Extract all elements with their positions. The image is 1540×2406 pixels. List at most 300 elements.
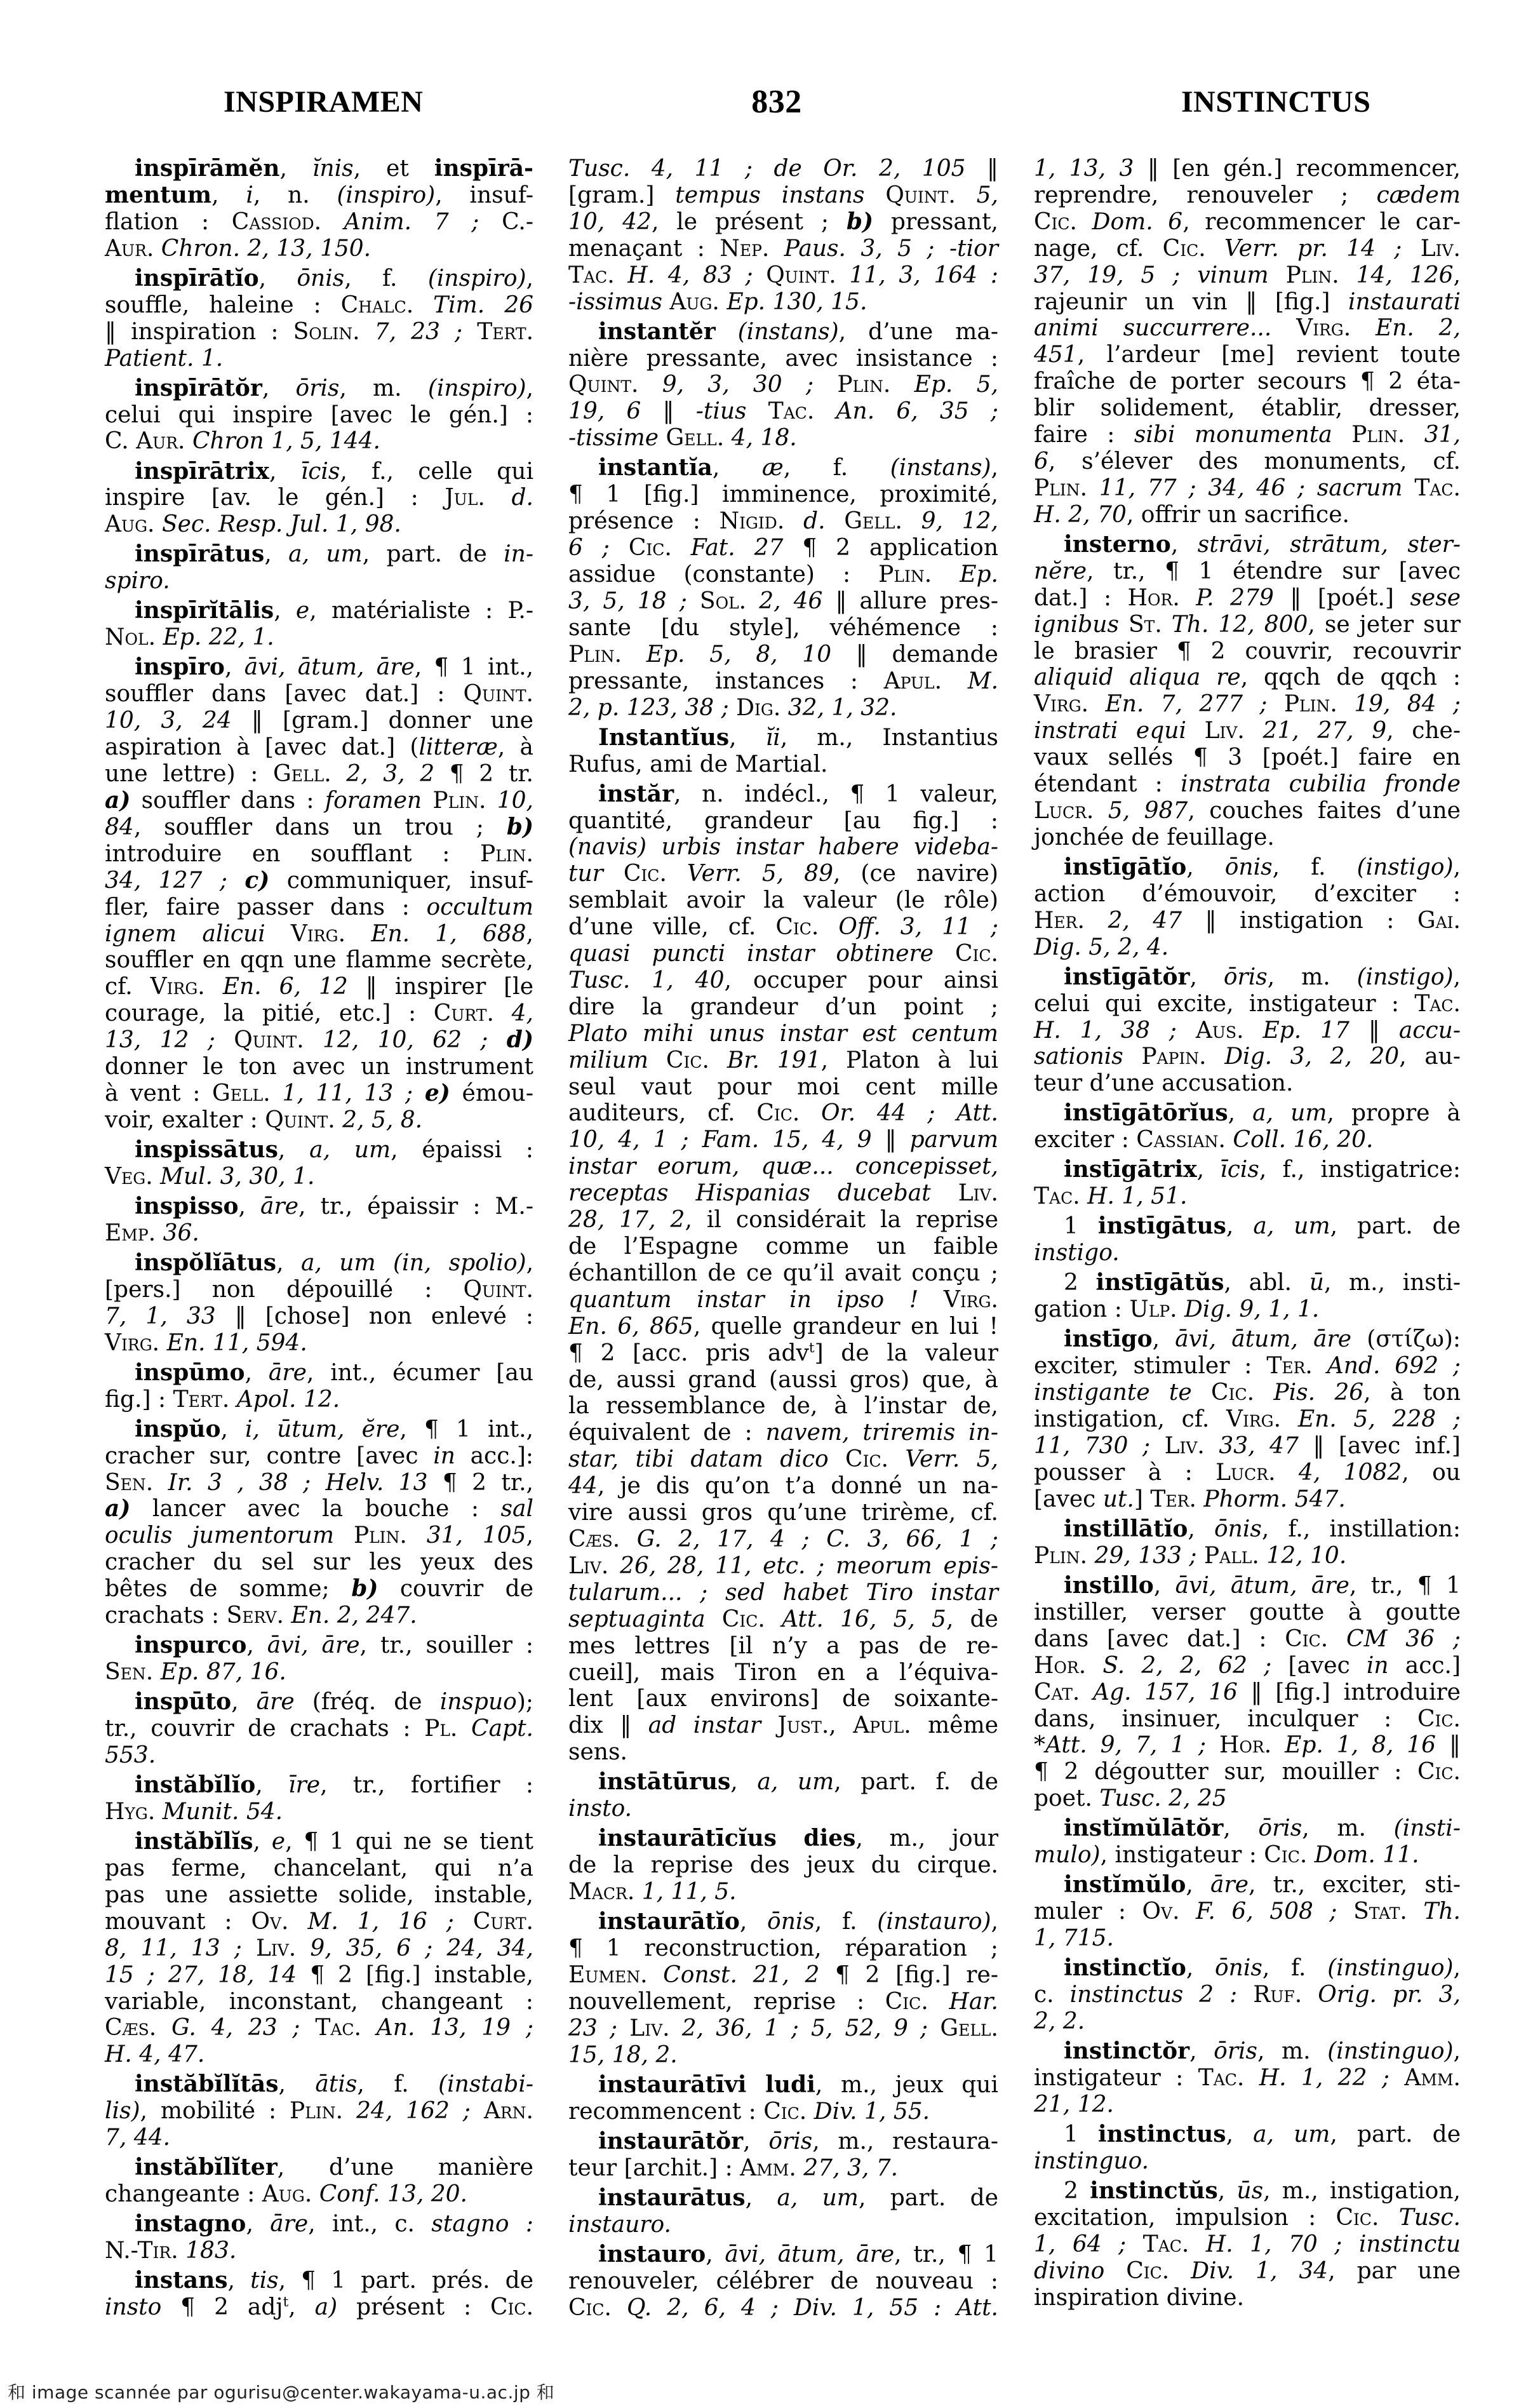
italic-text: Dom. 11. (1314, 1842, 1419, 1869)
author-abbreviation: Cic. (568, 2294, 612, 2321)
italic-text: (instabi- (438, 2071, 533, 2098)
entry-line (1034, 2008, 1461, 2035)
author-abbreviation: Cæs. (568, 1526, 620, 1552)
author-abbreviation: Ov. (1142, 1899, 1180, 1925)
italic-text: āre (256, 1689, 295, 1716)
italic-text: āre (268, 1359, 307, 1386)
italic-text: Coll. 16, 20. (1233, 1127, 1374, 1153)
entry-line: 451, l’ardeur [me] revient toute (1034, 342, 1461, 368)
entry-line: 10, 4, 1 ; Fam. 15, 4, 9 ‖ parvum (568, 1127, 998, 1153)
italic-text: instauro. (568, 2211, 671, 2238)
entry-line (105, 236, 533, 262)
entry-line: instīgātrix, īcis, f., instigatrice: (1064, 1156, 1461, 1183)
italic-text: tularum... ; sed habet Tiro instar (568, 1579, 998, 1606)
sense-marker: b) (506, 813, 533, 840)
italic-text: Ep. 17 (1262, 1017, 1349, 1044)
entry-line: divino Cic. Div. 1, 34, par une (1034, 2257, 1461, 2284)
italic-text: d. (803, 508, 826, 535)
author-abbreviation: Apul. (883, 668, 942, 694)
dictionary-entry (1034, 2038, 1461, 2118)
author-abbreviation: Aur. (105, 235, 154, 262)
italic-text: G. 2, 17, 4 ; C. 3, 66, 1 ; (636, 1526, 998, 1552)
italic-text: ōnis (1214, 1516, 1262, 1542)
dictionary-entry (1034, 1872, 1461, 1952)
entry-line: celui qui inspire [avec le gén.] : (105, 401, 533, 428)
author-abbreviation: Tac. (315, 2015, 361, 2041)
italic-text: ū (1309, 1270, 1324, 1296)
dictionary-entry (1034, 854, 1461, 961)
italic-text: H. 4, 47. (105, 2041, 205, 2068)
entry-line: instaurātĭo, ōnis, f. (instauro), (598, 1908, 998, 1935)
italic-text: Chron 1, 5, 144. (192, 428, 380, 455)
entry-line: pas ferme, chancelant, qui n’a (105, 1855, 533, 1881)
entry-line: inspire [av. le gén.] : Jul. d. (105, 485, 533, 511)
author-abbreviation: Macr. (568, 1879, 635, 1905)
author-abbreviation: Plin. (1034, 474, 1088, 501)
entry-line (1034, 934, 1461, 961)
author-abbreviation: Ter. (1150, 1486, 1196, 1512)
italic-text: cædem (1376, 182, 1461, 208)
author-abbreviation: Cic. (763, 2098, 807, 2125)
entry-line (105, 1659, 533, 1686)
italic-text: Tusc. (1398, 2204, 1461, 2231)
headword: instīgātōrĭus (1064, 1099, 1228, 1127)
headword: Instantĭus (598, 723, 730, 751)
italic-text: aliquid aliqua re (1034, 664, 1241, 691)
italic-text: i (246, 182, 253, 208)
author-abbreviation: Aug. (262, 2181, 312, 2208)
italic-text: e (295, 598, 310, 624)
entry-line: instinctĭo, ōnis, f. (instinguo), (1064, 1954, 1461, 1982)
entry-line: instillo, āvi, ātum, āre, tr., ¶ 1 (1064, 1572, 1461, 1599)
entry-line: milium Cic. Br. 191, Platon à lui (568, 1047, 998, 1073)
entry-line: Lucr. 5, 987, couches faites d’une (1034, 797, 1461, 824)
italic-text: a, um (1253, 2121, 1330, 2148)
italic-text: 84 (105, 814, 134, 840)
entry-line: cf. Virg. En. 6, 12 ‖ inspirer [le (105, 974, 533, 1000)
italic-text: āvi, ātum, āre (244, 654, 415, 681)
author-abbreviation: Hyg. (105, 1799, 156, 1825)
entry-line: [avec ut.] Ter. Phorm. 547. (1034, 1486, 1346, 1512)
italic-text: (insti- (1393, 1815, 1461, 1842)
italic-text: instigo. (1034, 1240, 1120, 1267)
entry-line: instans, tis, ¶ 1 part. prés. de (135, 2267, 534, 2294)
entry-line: aliquid aliqua re, qqch de qqch : (1034, 664, 1461, 691)
italic-text: 37, 19, 5 ; vinum (1034, 262, 1269, 288)
headword: inspissātus (135, 1136, 278, 1163)
author-abbreviation: Cic. (1417, 1759, 1461, 1785)
dictionary-entry (105, 2154, 533, 2208)
author-abbreviation: Plin. (290, 2098, 344, 2125)
entry-line (568, 834, 998, 861)
italic-text: En. 5, 228 ; (1297, 1406, 1461, 1433)
dictionary-entry (105, 1829, 533, 2068)
italic-text: Verr. pr. 14 ; (1224, 235, 1402, 262)
italic-text: accu- (1398, 1017, 1461, 1044)
entry-line: insterno, strāvi, strātum, ster- (1064, 530, 1461, 558)
italic-text: (instigo) (1356, 964, 1454, 990)
italic-text: tur (568, 861, 603, 887)
dictionary-entry (1034, 1326, 1461, 1512)
italic-text: insto (105, 2294, 162, 2321)
italic-text: Tusc. 2, 25 (1099, 1785, 1227, 1812)
italic-text: ātis (315, 2071, 358, 2098)
italic-text: 10, 4, 1 ; Fam. 15, 4, 9 (568, 1127, 872, 1153)
entry-line: mes lettres [il n’y a pas de re- (568, 1632, 998, 1659)
author-abbreviation: Plin. (479, 840, 533, 867)
entry-line: inspŭo, i, ūtum, ĕre, ¶ 1 int., (135, 1415, 534, 1442)
entry-line: la ressemblance de, à l’instar de, (568, 1393, 998, 1420)
italic-text: strāvi, strātum, ster- (1197, 531, 1461, 558)
entry-line: 28, 17, 2, il considérait la reprise (568, 1207, 999, 1233)
entry-line: fraîche de porter secours ¶ 2 éta- (1034, 368, 1461, 395)
italic-text: En. 1, 688 (371, 920, 526, 947)
entry-line: instīgātōrĭus, a, um, propre à (1064, 1099, 1461, 1127)
author-abbreviation: Cic. (1285, 1625, 1329, 1652)
author-abbreviation: Tert. (173, 1386, 230, 1413)
entry-line (105, 1742, 533, 1769)
entry-line: instantĕr (instans), d’une ma- (598, 318, 998, 345)
italic-text: quantum instar in ipso ! (568, 1286, 919, 1313)
italic-text: sese (1410, 584, 1461, 611)
entry-line: *Att. 9, 7, 1 ; Hor. Ep. 1, 8, 16 ‖ (1034, 1732, 1461, 1759)
entry-line: ignibus St. Th. 12, 800, se jeter sur (1034, 611, 1461, 638)
italic-text: sationis (1034, 1044, 1123, 1070)
author-abbreviation: Tac. (768, 398, 815, 425)
italic-text: in- (504, 541, 534, 568)
author-abbreviation: Sen. (105, 1659, 154, 1686)
headword: instăr (598, 780, 674, 807)
italic-text: H. 2, 70 (1034, 501, 1127, 528)
author-abbreviation: Cic. (628, 535, 672, 561)
italic-text: ōnis (1215, 1955, 1262, 1982)
entry-line: inspissātus, a, um, épaissi : (135, 1136, 534, 1163)
author-abbreviation: Cic. (885, 1988, 928, 2015)
author-abbreviation: Lucr. (1034, 797, 1094, 824)
entry-line: instaurātus, a, um, part. de (598, 2184, 999, 2211)
entry-line (105, 2015, 533, 2041)
entry-line: auditeurs, cf. Cic. Or. 44 ; Att. (568, 1100, 998, 1127)
entry-line (105, 1330, 533, 1357)
headword: instīgo (1064, 1326, 1153, 1353)
italic-text: 12, 10. (1266, 1542, 1347, 1569)
italic-text: 21, 12. (1034, 2091, 1114, 2118)
author-abbreviation: Gell. (940, 2015, 998, 2041)
entry-line: H. 1, 38 ; Aus. Ep. 17 ‖ accu- (1034, 1017, 1461, 1044)
italic-text: 23 ; (568, 2015, 618, 2041)
entry-line (1034, 1925, 1461, 1952)
entry-line (105, 2238, 533, 2264)
italic-text: 10, 42 (568, 208, 652, 235)
entry-line: instĭmŭlo, āre, tr., exciter, sti- (1064, 1871, 1461, 1899)
italic-text: 2, 2. (1034, 2008, 1085, 2035)
author-abbreviation: Ulp. (1129, 1296, 1177, 1323)
entry-line (105, 1799, 533, 1825)
headword: inspisso (135, 1192, 239, 1220)
author-abbreviation: Nep. (720, 235, 770, 262)
entry-line: instīgo, āvi, ātum, āre (στίζω): (1064, 1326, 1461, 1353)
entry-line: nière pressante, avec insistance : (568, 345, 998, 372)
headword: insterno (1064, 530, 1171, 558)
author-abbreviation: Tac. (1414, 990, 1461, 1017)
italic-text: Tim. 26 (433, 292, 533, 318)
author-abbreviation: Quint. (885, 182, 956, 208)
author-abbreviation: Just. (777, 1712, 829, 1739)
sense-marker: b) (846, 208, 874, 235)
italic-text: insto. (568, 1796, 633, 1822)
headword: instinctus (1097, 2121, 1226, 2148)
italic-text: instrata cubilia fronde (1181, 771, 1461, 798)
headword: instinctŭs (1090, 2177, 1218, 2205)
author-abbreviation: Quint. (463, 1276, 533, 1303)
author-abbreviation: Pall. (1203, 1542, 1259, 1569)
entry-line: instăbĭlĭs, e, ¶ 1 qui ne se tient (135, 1828, 533, 1855)
author-abbreviation: Arn. (483, 2098, 533, 2125)
dictionary-entry (105, 1689, 533, 1769)
dictionary-entry (1034, 1270, 1461, 1323)
author-abbreviation: Gell. (212, 1080, 271, 1106)
entry-line: action d’émouvoir, d’exciter : (1034, 880, 1461, 907)
dictionary-column-2 (568, 156, 998, 2322)
entry-line: instagno, āre, int., c. stagno : (135, 2210, 534, 2238)
entry-line: présence : Nigid. d. Gell. 9, 12, (568, 508, 998, 535)
entry-line: 6, s’élever des monuments, cf. (1034, 448, 1461, 474)
author-abbreviation: Stat. (1353, 1899, 1407, 1925)
italic-text: animi succurrere... (1034, 315, 1272, 342)
italic-text: 27, 3, 7. (803, 2154, 899, 2181)
italic-text: *Att. 9, 7, 1 ; (1034, 1732, 1207, 1759)
author-abbreviation: Liv. (568, 1552, 609, 1579)
entry-line: lis), mobilité : Plin. 24, 162 ; Arn. (105, 2098, 533, 2125)
italic-text: instigante te (1034, 1380, 1192, 1406)
headword: instaurātĭo (598, 1908, 740, 1935)
italic-text: Mul. 3, 30, 1. (160, 1163, 315, 1190)
dictionary-entry (1034, 2178, 1461, 2311)
italic-text: 11, 730 ; (1034, 1433, 1151, 1460)
author-abbreviation: Virg. (105, 1329, 160, 1356)
author-abbreviation: Cæs. (105, 2015, 157, 2041)
entry-line: En. 6, 865, quelle grandeur en lui ! (568, 1313, 999, 1340)
italic-text: Verr. 5, (905, 1446, 998, 1473)
headword: instĭmŭlo (1064, 1871, 1186, 1899)
entry-line: semblait avoir la valeur (le rôle) (568, 887, 998, 914)
headword: instans (135, 2267, 228, 2294)
italic-text: (inspiro) (337, 182, 436, 208)
entry-line: H. 2, 70, offrir un sacrifice. (1034, 501, 1349, 528)
italic-text: ĭnis (312, 156, 354, 182)
entry-line: de, aussi grand (aussi gros) que, à (568, 1366, 998, 1393)
dictionary-entry (1034, 1157, 1461, 1210)
italic-text: (instigo) (1356, 854, 1454, 880)
italic-text: En. 11, 594. (166, 1329, 307, 1356)
italic-text: Sec. Resp. Jul. 1, 98. (161, 511, 401, 538)
author-abbreviation: Ter. (1266, 1353, 1313, 1380)
running-head-first-word: INSPIRAMEN (224, 85, 424, 119)
author-abbreviation: Cat. (1034, 1679, 1080, 1705)
entry-continuation (1034, 156, 1461, 528)
headword: inspīrātus (135, 541, 265, 568)
entry-line: de la reprise des jeux du cirque. (568, 1852, 998, 1879)
entry-line: lent [aux environs] de soixante- (568, 1686, 998, 1712)
entry-line (1034, 2148, 1461, 2175)
sense-marker: d) (506, 1026, 533, 1054)
author-abbreviation: St. (1128, 611, 1162, 638)
italic-text: a, um (in, spolio) (300, 1249, 526, 1276)
entry-line: variable, inconstant, changeant : (105, 1988, 533, 2015)
headword: instātūrus (598, 1768, 731, 1796)
entry-line: pousser à : Lucr. 4, 1082, ou (1034, 1460, 1461, 1486)
italic-text: a, um (757, 1769, 834, 1796)
author-abbreviation: Liv. (958, 1180, 998, 1207)
headword: inspīrātĭo (135, 264, 259, 292)
author-abbreviation: Ruf. (1253, 1982, 1302, 2008)
author-abbreviation: Quint. (463, 681, 533, 708)
italic-text: En. 2, 247. (291, 1603, 417, 1629)
entry-line: insto ¶ 2 adj$^t$, a) présent : Cic. (105, 2294, 534, 2321)
italic-text: Tusc. 1, 40 (568, 967, 725, 993)
entry-line: ignem alicui Virg. En. 1, 688, (105, 920, 533, 947)
italic-text: ōris (768, 2128, 813, 2154)
entry-line (568, 1153, 998, 1180)
headword: instĭmŭlātŏr (1064, 1815, 1224, 1842)
italic-text: ūs (1236, 2178, 1264, 2205)
author-abbreviation: Lucr. (1215, 1460, 1276, 1486)
headword: inspīro (135, 654, 225, 681)
italic-text: parvum (909, 1127, 998, 1153)
italic-text: ignibus (1034, 611, 1119, 638)
dictionary-entry (1034, 1815, 1461, 1869)
italic-text: (instans) (890, 455, 991, 481)
entry-line: instĭmŭlātŏr, ōris, m. (insti- (1064, 1815, 1461, 1842)
entry-line (568, 1526, 998, 1553)
entry-line: 37, 19, 5 ; vinum Plin. 14, 126, (1034, 262, 1461, 288)
italic-text: Har. (949, 1988, 998, 2015)
italic-text: milium (568, 1047, 648, 1073)
entry-line: celui qui excite, instigateur : Tac. (1034, 990, 1461, 1017)
entry-line: gation : Ulp. Dig. 9, 1, 1. (1034, 1296, 1320, 1323)
entry-line (568, 941, 998, 967)
italic-text: 2, 3, 2 (346, 761, 435, 788)
entry-line (105, 2041, 533, 2068)
italic-text: 1, 715. (1034, 1925, 1114, 1952)
italic-text: Ep. 87, 16. (160, 1659, 286, 1686)
dictionary-entry (105, 1137, 533, 1190)
dictionary-entry (105, 2071, 533, 2151)
italic-text: 1, 64 ; (1034, 2231, 1127, 2257)
entry-line (568, 2295, 998, 2322)
entry-line: souffler en qqn une flamme secrète, (105, 947, 533, 974)
italic-text: in (1366, 1652, 1389, 1679)
italic-text: P. 279 (1196, 584, 1274, 611)
entry-line: équivalent de : navem, triremis in- (568, 1420, 998, 1446)
page-number: 832 (751, 84, 802, 120)
author-abbreviation: Papin. (1141, 1044, 1207, 1070)
author-abbreviation: Gai. (1417, 907, 1461, 934)
entry-line (568, 262, 998, 289)
entry-line: seul vaut pour moi cent mille (568, 1073, 998, 1100)
dictionary-entry (105, 2268, 533, 2321)
dictionary-entry (1034, 2121, 1461, 2175)
entry-line: menaçant : Nep. Paus. 3, 5 ; -tior (568, 235, 998, 262)
author-abbreviation: M.- (495, 1193, 534, 1220)
dictionary-entry (568, 2072, 998, 2125)
italic-text: (navis) urbis instar habere videba- (568, 834, 998, 861)
italic-text: 2, 36, 1 ; 5, 52, 9 ; (681, 2015, 928, 2041)
entry-line: Hor. S. 2, 2, 62 ; [avec in acc.] (1034, 1652, 1461, 1679)
author-abbreviation: Plin. (353, 1522, 407, 1549)
entry-line: instīgātĭo, ōnis, f. (instigo), (1064, 853, 1461, 880)
italic-text: En. 6, 865 (568, 1313, 693, 1340)
italic-text: receptas Hispanias ducebat (568, 1180, 931, 1207)
entry-line (105, 511, 533, 538)
italic-text: a, um (288, 541, 363, 568)
entry-line: 84, souffler dans un trou ; b) (105, 813, 533, 840)
entry-line: dat.] : Hor. P. 279 ‖ [poét.] sese (1034, 584, 1461, 611)
author-abbreviation: Cic. (775, 914, 819, 941)
italic-text: ōris (1223, 964, 1268, 990)
entry-line (1034, 315, 1461, 342)
dictionary-entry (568, 455, 998, 721)
entry-line (105, 1220, 533, 1247)
entry-line: assidue (constante) : Plin. Ep. (568, 561, 998, 588)
dictionary-entry (105, 265, 533, 372)
italic-text: Const. 21, 2 (663, 1962, 820, 1989)
author-abbreviation: Aug. (105, 511, 155, 538)
entry-line (105, 1164, 533, 1190)
entry-line: cracher sur, contre [avec in acc.]: (105, 1442, 533, 1469)
italic-text: Ir. 3 , 38 ; Helv. 13 (168, 1469, 428, 1496)
author-abbreviation: Cic. (721, 1606, 765, 1632)
italic-text: H. 1, 70 ; instinctu (1205, 2231, 1461, 2257)
italic-text: Dom. 6 (1092, 208, 1183, 235)
scan-credit: 和 image scannée par ogurisu@center.wakayama-u.ac.jp 和 (8, 2382, 555, 2403)
entry-line (1034, 2092, 1461, 2118)
dictionary-entry (1034, 964, 1461, 1098)
italic-text: En. 7, 277 ; (1105, 691, 1268, 718)
italic-text: Ep. 5, 8, 10 (646, 641, 832, 668)
italic-text: āre (1210, 1872, 1249, 1899)
entry-line (105, 428, 533, 455)
author-abbreviation: Plin. (432, 787, 486, 814)
dictionary-entry (105, 541, 533, 595)
sense-marker: b) (351, 1575, 378, 1603)
entry-line: une lettre) : Gell. 2, 3, 2 ¶ 2 tr. (105, 761, 533, 788)
italic-text: H. 1, 22 ; (1259, 2065, 1389, 2092)
dictionary-entry (568, 2128, 998, 2182)
entry-line: Eumen. Const. 21, 2 ¶ 2 [fig.] re- (568, 1962, 998, 1989)
italic-text: foramen (325, 787, 422, 814)
entry-line: instillātĭo, ōnis, f., instillation: (1064, 1516, 1461, 1542)
entry-line: 6 ; Cic. Fat. 27 ¶ 2 application (568, 535, 998, 561)
italic-text: Verr. 5, 89 (686, 861, 833, 887)
italic-text: And. 692 ; (1327, 1353, 1461, 1380)
entry-line: courage, la pitié, etc.] : Curt. 4, (105, 1000, 533, 1027)
entry-line: crachats : Serv. En. 2, 247. (105, 1603, 417, 1629)
italic-text: instar eorum, quæ... concepisset, (568, 1153, 998, 1180)
entry-line: inspīrātĭo, ōnis, f. (inspiro), (135, 264, 533, 292)
entry-line: mulo), instigateur : Cic. Dom. 11. (1034, 1842, 1419, 1869)
italic-text: instrati equi (1034, 718, 1186, 744)
author-abbreviation: Virg. (1296, 315, 1351, 342)
entry-line (105, 1935, 533, 1962)
entry-line: instātūrus, a, um, part. f. de (598, 1768, 999, 1796)
author-abbreviation: Chalc. (340, 292, 414, 318)
entry-line: ¶ 1 reconstruction, réparation ; (568, 1935, 998, 1962)
italic-text: 21, 27, 9 (1262, 718, 1387, 744)
italic-text: En. 6, 12 (222, 974, 348, 1000)
italic-text: 2, p. 123, 38 ; (568, 694, 729, 721)
entry-line: d’une ville, cf. Cic. Off. 3, 11 ; (568, 914, 999, 941)
